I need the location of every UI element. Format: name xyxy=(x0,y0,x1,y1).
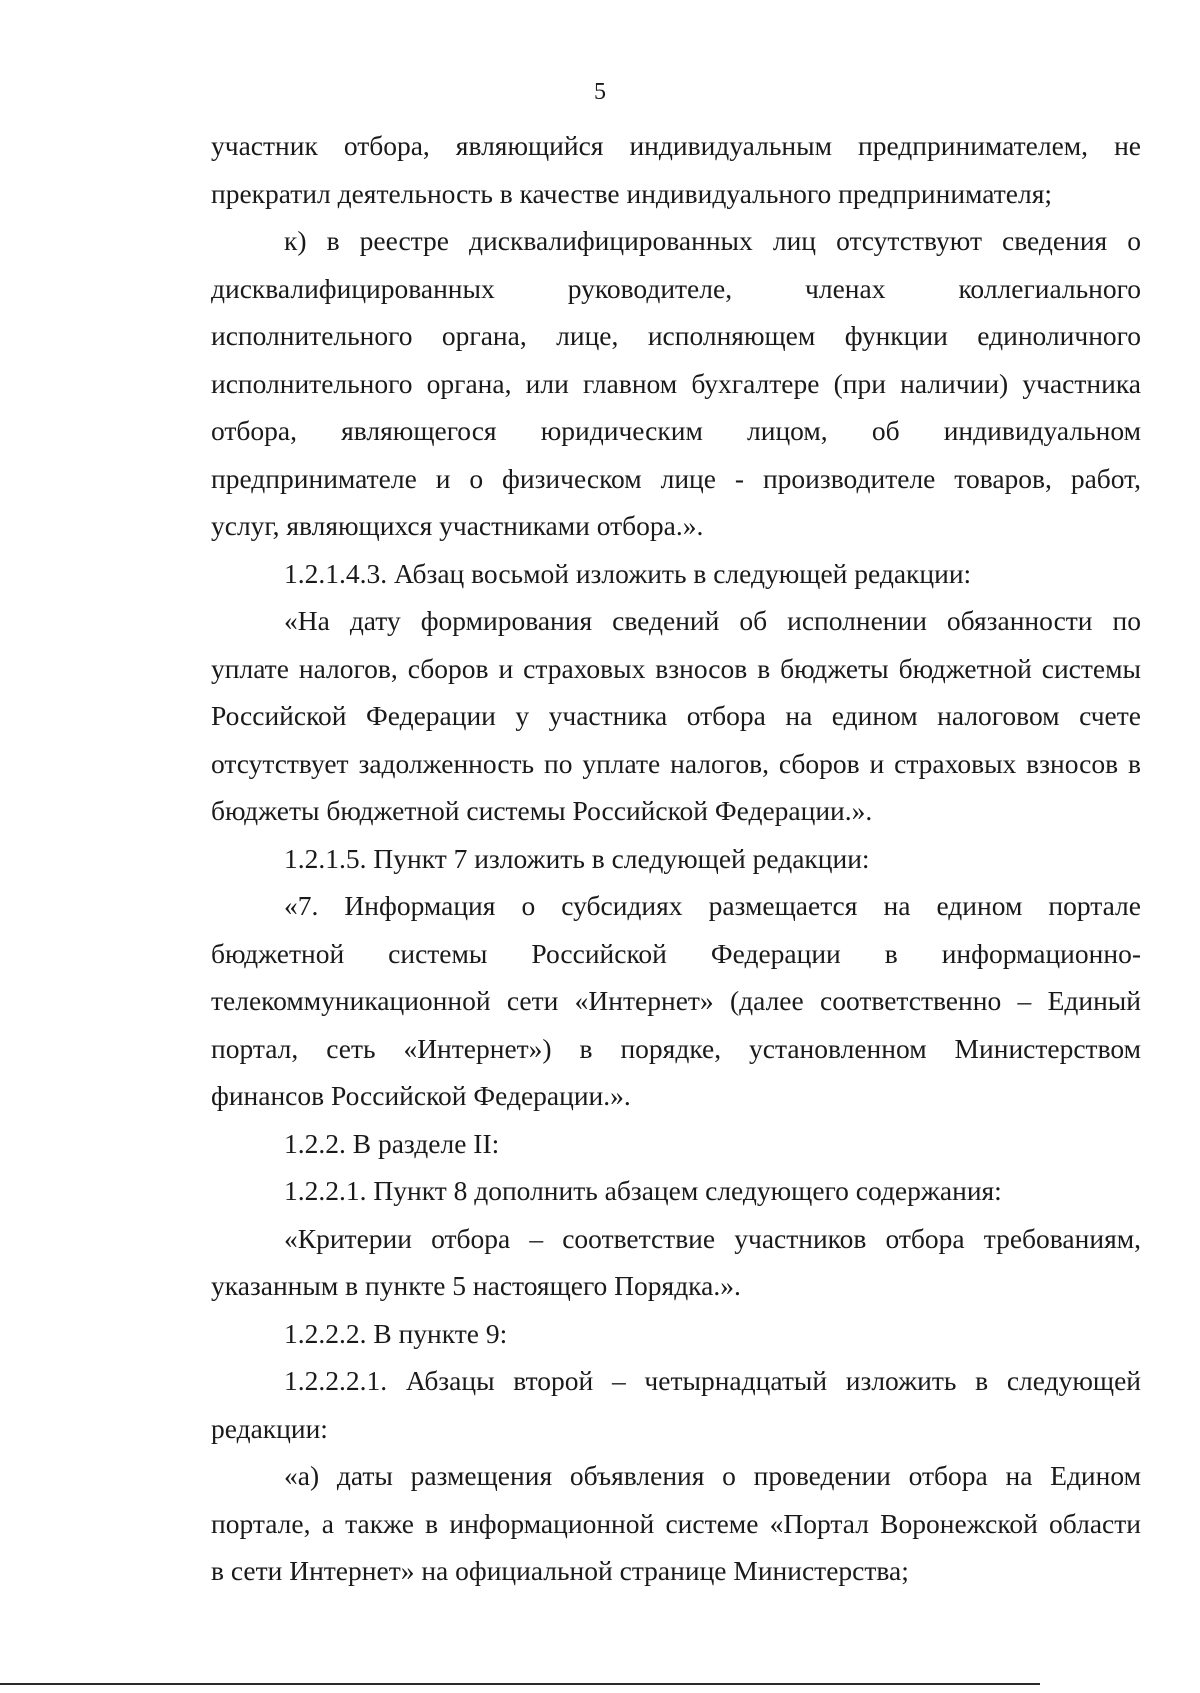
text-line: участник отбора, являющийся индивидуальным предпринимателем, не xyxy=(211,130,1141,161)
text-line: 1.2.2.1. Пункт 8 дополнить абзацем следующего содержания: xyxy=(284,1175,1002,1206)
text-line: к) в реестре дисквалифицированных лиц отсутствуют сведения о xyxy=(284,225,1141,256)
text-line: 1.2.1.5. Пункт 7 изложить в следующей редакции: xyxy=(284,842,870,874)
text-line: 1.2.1.4.3. Абзац восьмой изложить в следующей редакции: xyxy=(284,557,972,589)
document-body xyxy=(211,122,1141,1595)
text-line: дисквалифицированных руководителе, членах коллегиального xyxy=(211,272,1141,304)
text-line: услуг, являющихся участниками отбора.». xyxy=(211,510,704,541)
page-number: 5 xyxy=(594,79,606,105)
text-line: редакции: xyxy=(211,1412,328,1444)
text-line: «7. Информация о субсидиях размещается на едином портале xyxy=(284,890,1141,921)
text-line: указанным в пункте 5 настоящего Порядка.». xyxy=(211,1270,741,1301)
text-line: 1.2.2. В разделе II: xyxy=(284,1127,500,1159)
text-line: бюджеты бюджетной системы Российской Федерации.». xyxy=(211,795,873,826)
text-line: портале, а также в информационной системе «Портал Воронежской области xyxy=(211,1507,1141,1539)
text-line: отбора, являющегося юридическим лицом, об индивидуальном xyxy=(211,415,1141,446)
text-line: предпринимателе и о физическом лице - производителе товаров, работ, xyxy=(211,462,1141,494)
text-line: бюджетной системы Российской Федерации в информационно- xyxy=(211,937,1141,969)
text-line: 1.2.2.2.1. Абзацы второй – четырнадцатый изложить в следующей xyxy=(284,1365,1141,1396)
text-line: в сети Интернет» на официальной странице Министерства; xyxy=(211,1555,909,1586)
text-line: финансов Российской Федерации.». xyxy=(211,1080,631,1111)
text-line: уплате налогов, сборов и страховых взносов в бюджеты бюджетной системы xyxy=(211,652,1141,684)
text-line: «На дату формирования сведений об исполнении обязанности по xyxy=(284,605,1141,636)
text-line: телекоммуникационной сети «Интернет» (далее соответственно – Единый xyxy=(211,985,1141,1016)
text-line: Российской Федерации у участника отбора на едином налоговом счете xyxy=(211,700,1141,731)
text-line: «а) даты размещения объявления о проведении отбора на Едином xyxy=(284,1460,1141,1491)
text-line: «Критерии отбора – соответствие участников отбора требованиям, xyxy=(284,1222,1141,1254)
text-line: исполнительного органа, лице, исполняющем функции единоличного xyxy=(211,320,1141,351)
scan-edge-rule xyxy=(0,1683,1040,1685)
text-line: исполнительного органа, или главном бухгалтере (при наличии) участника xyxy=(211,367,1141,399)
text-line: отсутствует задолженность по уплате налогов, сборов и страховых взносов в xyxy=(211,747,1141,779)
text-line: портал, сеть «Интернет») в порядке, установленном Министерством xyxy=(211,1032,1141,1064)
text-line: прекратил деятельность в качестве индивидуального предпринимателя; xyxy=(211,177,1052,209)
text-line: 1.2.2.2. В пункте 9: xyxy=(284,1317,508,1349)
